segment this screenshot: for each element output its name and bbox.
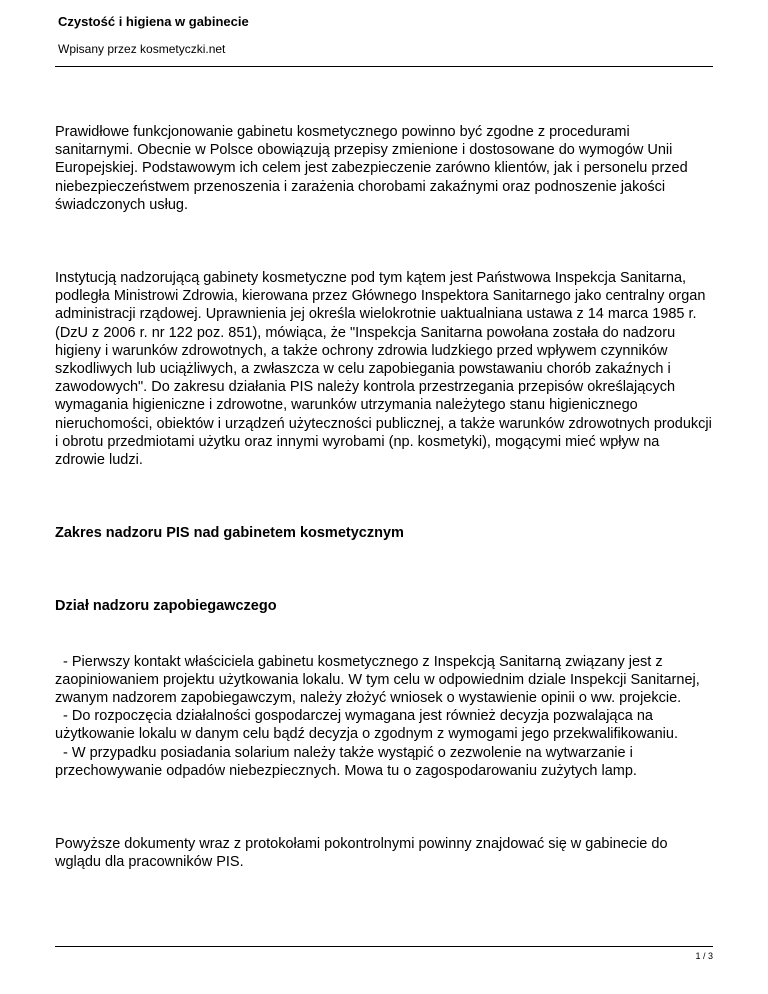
- list-item: - Pierwszy kontakt właściciela gabinetu kosmetycznego z Inspekcją Sanitarną związany jest z zaopiniowaniem projektu użytkowania lokalu. W tym celu w odpowiednim dziale Inspekcji Sanitarnej, zwanym nadzorem zapobiegawczym, należy złożyć wniosek o wystawienie opinii o ww. projekcie.: [55, 653, 700, 707]
- list-item: - W przypadku posiadania solarium należy także wystąpić o zezwolenie na wytwarzanie i przechowywanie odpadów niebezpiecznych. Mowa tu o zagospodarowaniu zużytych lamp.: [55, 744, 637, 779]
- requirements-list: [55, 653, 713, 780]
- intro-paragraph: Prawidłowe funkcjonowanie gabinetu kosmetycznego powinno być zgodne z procedurami sanitarnymi. Obecnie w Polsce obowiązują przepisy zmienione i dostosowane do wymogów Unii Europejskiej. Podstawowym ich celem jest zabezpieczenie zarówno klientów, jak i personelu przed niebezpieczeństwem przenoszenia i zarażenia chorobami zakaźnymi oraz podnoszenie jakości świadczonych usług.: [55, 124, 688, 213]
- document-title: Czystość i higiena w gabinecie: [58, 14, 249, 29]
- list-item: - Do rozpoczęcia działalności gospodarczej wymagana jest również decyzja pozwalająca na użytkowanie lokalu w danym celu bądź decyzja o zgodnym z wymogami jego przekwalifikowaniu.: [55, 708, 678, 743]
- section-heading-preventive-supervision: Dział nadzoru zapobiegawczego: [55, 598, 277, 615]
- pis-description-paragraph: Instytucją nadzorującą gabinety kosmetyczne pod tym kątem jest Państwowa Inspekcja Sanitarna, podległa Ministrowi Zdrowia, kierowana przez Głównego Inspektora Sanitarnego jako centralny organ administracji rządowej. Uprawnienia jej określa wielokrotnie uaktualniana ustawa z 14 marca 1985 r. (DzU z 2006 r. nr 122 poz. 851), mówiąca, że "Inspekcja Sanitarna powołana została do nadzoru higieny i warunków zdrowotnych, a także ochrony zdrowia ludzkiego przed wpływem czynników szkodliwych lub uciążliwych, a zwłaszcza w celu zapobiegania powstawaniu chorób zakaźnych i zawodowych". Do zakresu działania PIS należy kontrola przestrzegania przepisów określających wymagania higieniczne i zdrowotne, warunków utrzymania należytego stanu higienicznego nieruchomości, obiektów i urządzeń użyteczności publicznej, a także warunków zdrowotnych produkcji i obrotu przedmiotami użytku oraz innymi wyrobami (np. kosmetyki), mogącymi mieć wpływ na zdrowie ludzi.: [55, 270, 712, 469]
- document-author-line: Wpisany przez kosmetyczki.net: [58, 42, 226, 56]
- page-number: 1 / 3: [695, 951, 713, 961]
- page-header: [55, 0, 713, 67]
- page-footer: [55, 946, 713, 961]
- document-body: [55, 123, 715, 871]
- documents-note-paragraph: Powyższe dokumenty wraz z protokołami pokontrolnymi powinny znajdować się w gabinecie do wglądu dla pracowników PIS.: [55, 836, 668, 871]
- section-heading-pis-scope: Zakres nadzoru PIS nad gabinetem kosmetycznym: [55, 525, 404, 542]
